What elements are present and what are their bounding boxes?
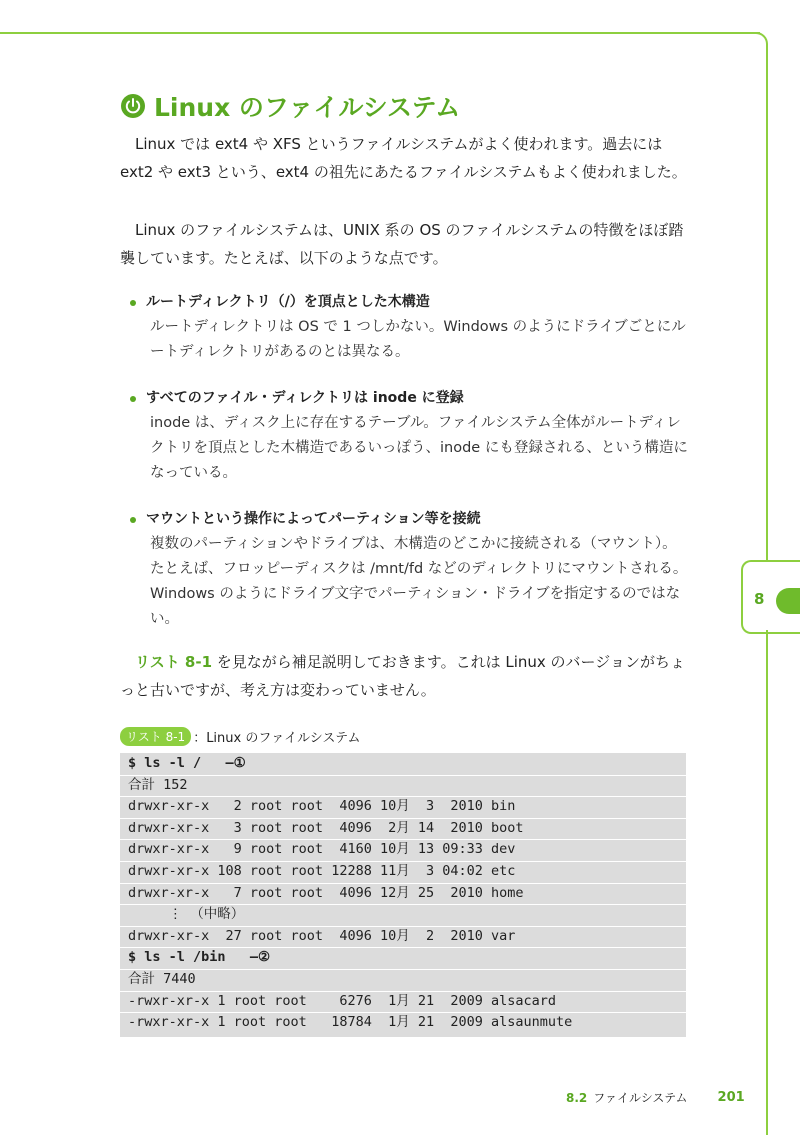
code-line-command: $ ls -l /bin —②	[128, 949, 271, 966]
bullet-heading	[130, 386, 690, 411]
paragraph-3-text: を見ながら補足説明しておきます。これは Linux のバージョンがちょっと古いですが、考え方は変わっていません。	[120, 653, 685, 699]
bullet-heading-text: ルートディレクトリ（/）を頂点とした木構造	[146, 294, 430, 310]
page-frame-right-lower	[766, 630, 768, 1135]
listing-caption-text: ：Linux のファイルシステム	[193, 731, 361, 746]
chapter-number: 8	[754, 590, 765, 608]
page-number: 201	[717, 1090, 745, 1105]
code-separator	[120, 775, 686, 776]
footer-section-title: ファイルシステム	[593, 1091, 688, 1105]
section-title-text: Linux のファイルシステム	[154, 93, 461, 122]
bullet-item-1	[130, 290, 690, 365]
code-line: drwxr-xr-x 3 root root 4096 2月 14 2010 boot	[128, 819, 524, 836]
bullet-dot	[130, 300, 136, 306]
code-line: drwxr-xr-x 9 root root 4160 10月 13 09:33 dev	[128, 841, 516, 858]
code-line: drwxr-xr-x 2 root root 4096 10月 3 2010 bin	[128, 798, 516, 815]
code-line: 合計 7440	[128, 971, 196, 987]
page-footer	[566, 1089, 745, 1106]
section-title	[120, 88, 460, 124]
page-frame-top	[0, 32, 760, 34]
bullet-dot	[130, 396, 136, 402]
bullet-dot	[130, 517, 136, 523]
paragraph-2: Linux のファイルシステムは、UNIX 系の OS のファイルシステムの特徴をほぼ踏襲しています。たとえば、以下のような点です。	[120, 221, 684, 267]
code-listing	[120, 753, 686, 1037]
page-frame-right	[766, 44, 768, 562]
code-line: drwxr-xr-x 27 root root 4096 10月 2 2010 var	[128, 927, 516, 944]
code-line: drwxr-xr-x 7 root root 4096 12月 25 2010 home	[128, 884, 524, 901]
bullet-body: inode は、ディスク上に存在するテーブル。ファイルシステム全体がルートディレクトリを頂点とした木構造であるいっぽう、inode にも登録される、という構造になっている。	[150, 415, 688, 481]
code-line: -rwxr-xr-x 1 root root 6276 1月 21 2009 alsacard	[128, 992, 557, 1009]
listing-reference: リスト 8-1	[135, 653, 213, 671]
bullet-body: 複数のパーティションやドライブは、木構造のどこかに接続される（マウント）。たとえば、フロッピーディスクは /mnt/fd などのディレクトリにマウントされる。Windows のようにドライブ文字でパーティション・ドライブを指定するのではない。	[150, 536, 688, 627]
bullet-item-2	[130, 386, 690, 486]
bullet-heading	[130, 507, 690, 532]
chapter-tab-marker	[776, 588, 800, 614]
bullet-heading-text: すべてのファイル・ディレクトリは inode に登録	[146, 390, 464, 406]
code-line-omitted: ⋮ （中略）	[128, 906, 245, 923]
code-line: -rwxr-xr-x 1 root root 18784 1月 21 2009 alsaunmute	[128, 1014, 573, 1031]
code-line-command: $ ls -l / —①	[128, 755, 246, 771]
code-separator	[120, 969, 686, 970]
paragraph-1: Linux では ext4 や XFS というファイルシステムがよく使われます。過去には ext2 や ext3 という、ext4 の祖先にあたるファイルシステムもよく使われました。	[120, 135, 687, 181]
listing-badge: リスト 8-1	[120, 727, 191, 746]
bullet-item-3	[130, 507, 690, 632]
bullet-heading-text: マウントという操作によってパーティション等を接続	[146, 511, 481, 527]
code-line: 合計 152	[128, 776, 188, 793]
power-icon	[120, 93, 146, 119]
paragraph-3	[120, 648, 690, 704]
footer-section-number: 8.2	[566, 1090, 588, 1105]
code-line: drwxr-xr-x 108 root root 12288 11月 3 04:02 etc	[128, 863, 516, 879]
bullet-body: ルートディレクトリは OS で 1 つしかない。Windows のようにドライブごとにルートディレクトリがあるのとは異なる。	[150, 319, 686, 360]
bullet-heading	[130, 290, 690, 315]
listing-caption	[120, 727, 360, 746]
